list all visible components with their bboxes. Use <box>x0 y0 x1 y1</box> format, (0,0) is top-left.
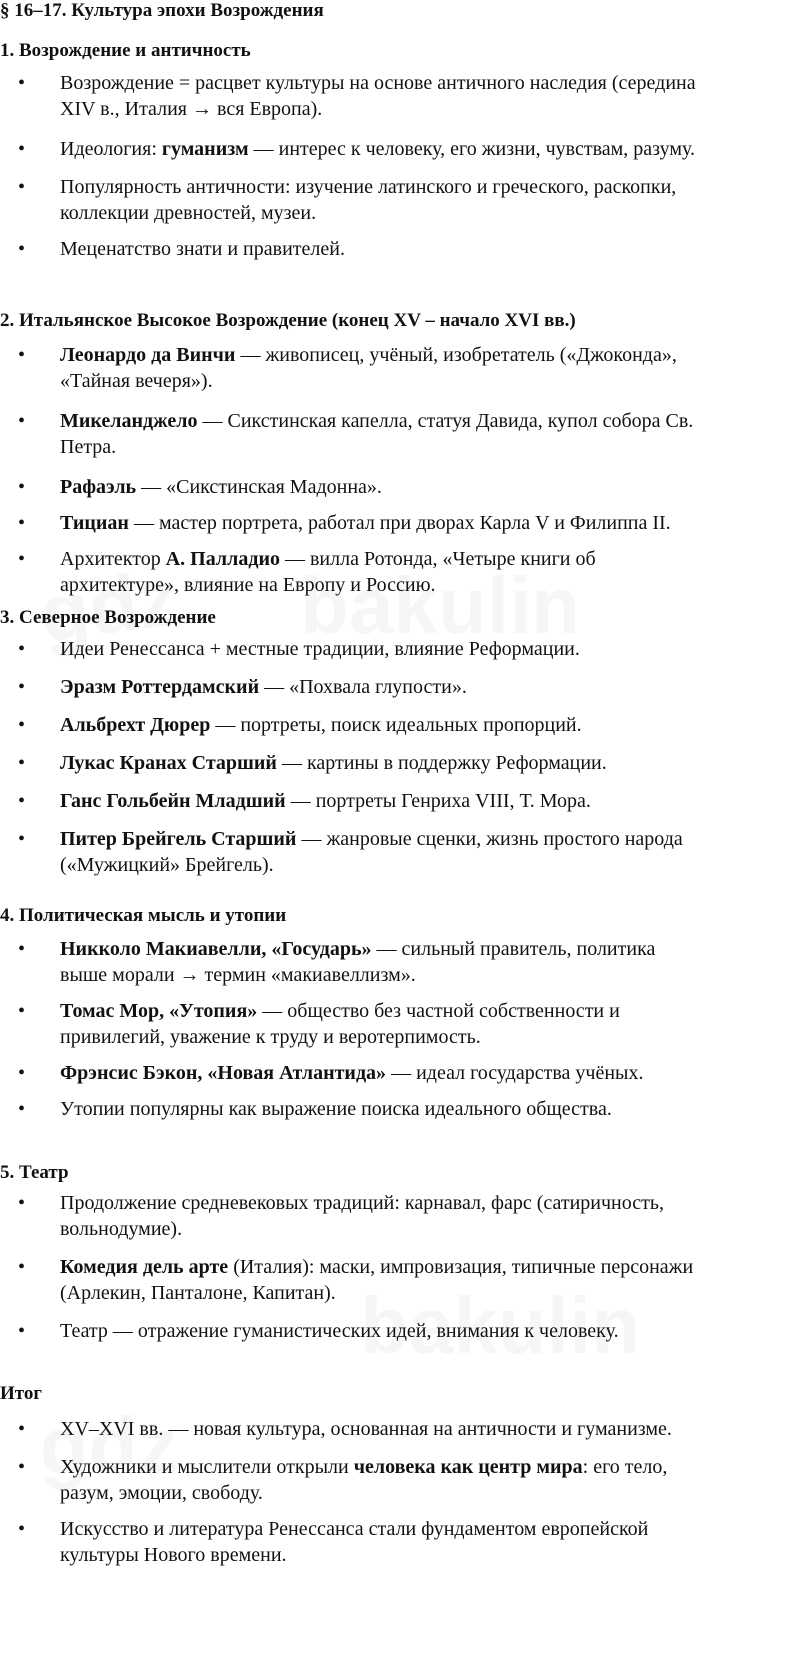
bold-term: Питер Брейгель Старший <box>60 828 297 850</box>
text-run: — портреты, поиск идеальных пропорций. <box>210 714 582 736</box>
bold-term: Леонардо да Винчи <box>60 344 236 366</box>
bold-term: Фрэнсис Бэкон, «Новая Атлантида» <box>60 1062 387 1084</box>
text-run: — картины в поддержку Реформации. <box>276 752 607 774</box>
text-run: Театр — отражение гуманистических идей, внимания к человеку. <box>60 1320 619 1342</box>
text-run: культуры Нового времени. <box>60 1544 287 1566</box>
bullet-icon: • <box>18 1320 26 1342</box>
text-run: вольнодумие). <box>60 1218 183 1240</box>
bold-term: гуманизм <box>161 138 249 160</box>
section-heading: Итог <box>0 1383 42 1404</box>
text-run: XIV в., Италия → вся Европа). <box>60 98 323 120</box>
list-item-text <box>60 510 800 536</box>
text-run: «Тайная вечеря»). <box>60 370 213 392</box>
list-item-text <box>60 788 800 814</box>
list-item-text <box>60 826 800 878</box>
page-title: § 16–17. Культура эпохи Возрождения <box>0 0 324 21</box>
section-heading: 5. Театр <box>0 1162 69 1183</box>
bullet-icon: • <box>18 476 26 498</box>
text-run: (Италия): маски, импровизация, типичные персонажи <box>228 1256 694 1278</box>
list-item-text <box>60 998 800 1050</box>
list-item-text <box>60 546 800 598</box>
bold-term: Эразм Роттердамский <box>60 676 260 698</box>
bold-term: Тициан <box>60 512 129 534</box>
section-heading: 4. Политическая мысль и утопии <box>0 905 287 926</box>
bold-term: Комедия дель арте <box>60 1256 229 1278</box>
text-run: Художники и мыслители открыли <box>60 1456 354 1478</box>
list-item-text <box>60 136 800 162</box>
bullet-icon: • <box>18 1098 26 1120</box>
list-item-text <box>60 936 800 988</box>
section-heading: 3. Северное Возрождение <box>0 607 216 628</box>
text-run: — «Похвала глупости». <box>259 676 467 698</box>
text-run: Утопии популярны как выражение поиска идеального общества. <box>60 1098 612 1120</box>
bullet-icon: • <box>18 512 26 534</box>
list-item-text <box>60 1190 800 1242</box>
bullet-icon: • <box>18 1192 26 1214</box>
bold-term: человека как центр мира <box>353 1456 583 1478</box>
text-run: — сильный правитель, политика <box>371 938 656 960</box>
bullet-icon: • <box>18 1418 26 1440</box>
list-item-text <box>60 236 800 262</box>
bullet-icon: • <box>18 138 26 160</box>
text-run: Архитектор <box>60 548 166 570</box>
bold-term: Лукас Кранах Старший <box>60 752 277 774</box>
list-item-text <box>60 1454 800 1506</box>
list-item-text <box>60 408 800 460</box>
list-item-text <box>60 636 800 662</box>
text-run: XV–XVI вв. — новая культура, основанная на античности и гуманизме. <box>60 1418 672 1440</box>
text-run: — мастер портрета, работал при дворах Карла V и Филиппа II. <box>128 512 671 534</box>
text-run: Популярность античности: изучение латинского и греческого, раскопки, <box>60 176 677 198</box>
text-run: Искусство и литература Ренессанса стали фундаментом европейской <box>60 1518 649 1540</box>
text-run: Продолжение средневековых традиций: карнавал, фарс (сатиричность, <box>60 1192 664 1214</box>
bullet-icon: • <box>18 72 26 94</box>
bullet-icon: • <box>18 548 26 570</box>
text-run: — жанровые сценки, жизнь простого народа <box>296 828 683 850</box>
bold-term: Альбрехт Дюрер <box>60 714 211 736</box>
list-item-text <box>60 1060 800 1086</box>
bullet-icon: • <box>18 938 26 960</box>
list-item-text <box>60 1096 800 1122</box>
bullet-icon: • <box>18 238 26 260</box>
text-run: — Сикстинская капелла, статуя Давида, купол собора Св. <box>197 410 694 432</box>
bullet-icon: • <box>18 1000 26 1022</box>
bullet-icon: • <box>18 410 26 432</box>
bullet-icon: • <box>18 176 26 198</box>
text-run: разум, эмоции, свободу. <box>60 1482 263 1504</box>
bullet-icon: • <box>18 344 26 366</box>
text-run: Возрождение = расцвет культуры на основе античного наследия (середина <box>60 72 696 94</box>
bullet-icon: • <box>18 828 26 850</box>
bold-term: Рафаэль <box>60 476 137 498</box>
bold-term: Томас Мор, «Утопия» <box>60 1000 258 1022</box>
text-run: — вилла Ротонда, «Четыре книги об <box>279 548 596 570</box>
text-run: — интерес к человеку, его жизни, чувствам, разуму. <box>248 138 696 160</box>
bullet-icon: • <box>18 676 26 698</box>
text-run: Идеология: <box>60 138 162 160</box>
text-run: — живописец, учёный, изобретатель («Джоконда», <box>235 344 677 366</box>
text-run: — портреты Генриха VIII, Т. Мора. <box>285 790 591 812</box>
bullet-icon: • <box>18 1256 26 1278</box>
text-run: Меценатство знати и правителей. <box>60 238 345 260</box>
text-run: выше морали → термин «макиавеллизм». <box>60 964 416 986</box>
bullet-icon: • <box>18 638 26 660</box>
text-run: — идеал государства учёных. <box>386 1062 644 1084</box>
bullet-icon: • <box>18 1456 26 1478</box>
list-item-text <box>60 174 800 226</box>
bold-term: Микеланджело <box>60 410 198 432</box>
bullet-icon: • <box>18 1062 26 1084</box>
text-run: : его тело, <box>582 1456 668 1478</box>
bullet-icon: • <box>18 714 26 736</box>
text-run: — общество без частной собственности и <box>257 1000 620 1022</box>
text-run: привилегий, уважение к труду и веротерпимость. <box>60 1026 481 1048</box>
bullet-icon: • <box>18 790 26 812</box>
list-item-text <box>60 1254 800 1306</box>
list-item-text <box>60 1318 800 1344</box>
list-item-text <box>60 674 800 700</box>
bullet-icon: • <box>18 752 26 774</box>
list-item-text <box>60 1516 800 1568</box>
bullet-icon: • <box>18 1518 26 1540</box>
list-item-text <box>60 474 800 500</box>
text-run: архитектуре», влияние на Европу и Россию. <box>60 574 436 596</box>
section-heading: 1. Возрождение и античность <box>0 40 251 61</box>
list-item-text <box>60 712 800 738</box>
text-run: («Мужицкий» Брейгель). <box>60 854 274 876</box>
text-run: Петра. <box>60 436 117 458</box>
list-item-text <box>60 1416 800 1442</box>
list-item-text <box>60 750 800 776</box>
section-heading: 2. Итальянское Высокое Возрождение (конец XV – начало XVI вв.) <box>0 310 576 331</box>
bold-term: Ганс Гольбейн Младший <box>60 790 286 812</box>
bold-term: Никколо Макиавелли, «Государь» <box>60 938 372 960</box>
list-item-text <box>60 342 800 394</box>
text-run: (Арлекин, Панталоне, Капитан). <box>60 1282 336 1304</box>
text-run: — «Сикстинская Мадонна». <box>136 476 382 498</box>
bold-term: А. Палладио <box>165 548 280 570</box>
list-item-text <box>60 70 800 122</box>
text-run: Идеи Ренессанса + местные традиции, влияние Реформации. <box>60 638 580 660</box>
text-run: коллекции древностей, музеи. <box>60 202 317 224</box>
